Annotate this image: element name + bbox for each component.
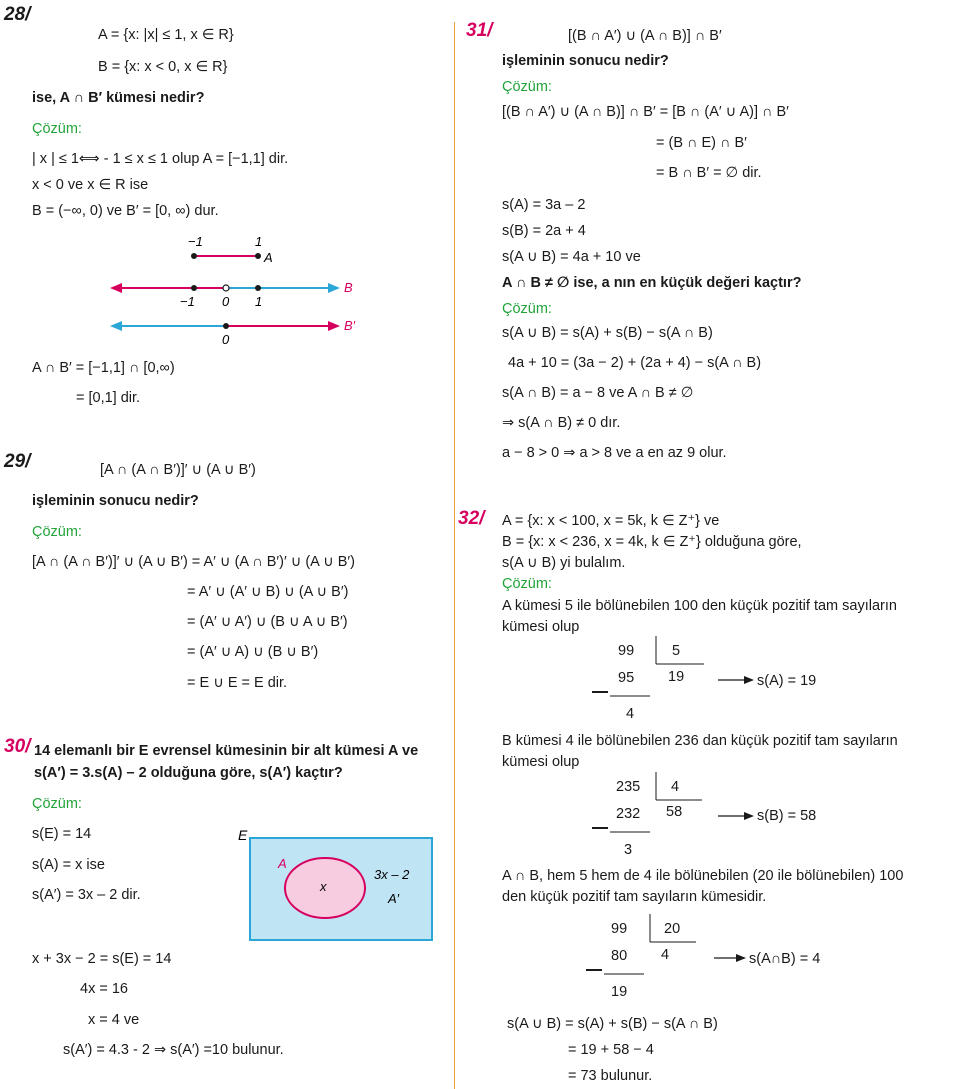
equation-30-line4: s(A′) = 4.3 - 2 ⇒ s(A′) =10 bulunur. bbox=[63, 1042, 284, 1058]
given-31-line2: s(B) = 2a + 4 bbox=[502, 223, 586, 239]
result-28-line1: A ∩ B′ = [−1,1] ∩ [0,∞) bbox=[32, 360, 175, 376]
question-29: işleminin sonucu nedir? bbox=[32, 493, 199, 509]
set-b-definition: B = {x: x < 0, x ∈ R} bbox=[98, 59, 228, 75]
final-32-line2: = 19 + 58 − 4 bbox=[568, 1042, 654, 1058]
label-a-1: 1 bbox=[255, 234, 263, 249]
solution-label-32: Çözüm: bbox=[502, 576, 552, 592]
arrow-left-icon bbox=[110, 321, 122, 331]
division-ab-divisor: 20 bbox=[664, 921, 681, 937]
arrow-right-icon bbox=[744, 812, 754, 820]
division-ab-product: 80 bbox=[611, 948, 628, 964]
problem-number-30: 30/ bbox=[4, 736, 31, 757]
division-a-product: 95 bbox=[618, 670, 635, 686]
venn-label-x: x bbox=[320, 879, 327, 894]
solution-label-28: Çözüm: bbox=[32, 121, 82, 137]
solution-label-31: Çözüm: bbox=[502, 79, 552, 95]
solution-31b-line3: s(A ∩ B) = a − 8 ve A ∩ B ≠ ∅ bbox=[502, 385, 694, 401]
division-a-quotient: 19 bbox=[668, 669, 685, 685]
set-b-text-line1: B kümesi 4 ile bölünebilen 236 dan küçük pozitif tam sayıların bbox=[502, 733, 898, 749]
problem-number-28: 28/ bbox=[4, 4, 31, 25]
division-b-divisor: 4 bbox=[671, 779, 680, 795]
point-b-0-open bbox=[223, 285, 229, 291]
arrow-left-icon bbox=[110, 283, 122, 293]
solution-31b-line2: 4a + 10 = (3a − 2) + (2a + 4) − s(A ∩ B) bbox=[508, 355, 762, 371]
division-a-remainder: 4 bbox=[626, 706, 635, 722]
set-a-text-line2: kümesi olup bbox=[502, 619, 580, 635]
division-a-lines bbox=[588, 636, 758, 706]
label-bprime-0: 0 bbox=[222, 332, 230, 347]
division-ab-dividend: 99 bbox=[611, 921, 628, 937]
point-a-start bbox=[191, 253, 197, 259]
given-31-line3: s(A ∪ B) = 4a + 10 ve bbox=[502, 249, 641, 265]
label-a-minus1: −1 bbox=[188, 234, 203, 249]
point-bprime-0 bbox=[223, 323, 229, 329]
division-b-result: s(B) = 58 bbox=[757, 808, 817, 824]
division-a-result: s(A) = 19 bbox=[757, 673, 817, 689]
division-b-lines bbox=[588, 772, 758, 842]
result-28-line2: = [0,1] dir. bbox=[76, 390, 141, 406]
division-b-dividend: 235 bbox=[616, 779, 641, 795]
question-30-line1: 14 elemanlı bir E evrensel kümesinin bir alt kümesi A ve bbox=[34, 743, 419, 759]
final-32-line3: = 73 bulunur. bbox=[568, 1068, 653, 1084]
solution-29-line3: = (A′ ∪ A′) ∪ (B ∪ A ∪ B′) bbox=[187, 614, 348, 630]
question-31b: A ∩ B ≠ ∅ ise, a nın en küçük değeri kaçtır? bbox=[502, 275, 802, 291]
division-a-dividend: 99 bbox=[618, 643, 635, 659]
solution-28-line3: B = (−∞, 0) ve B′ = [0, ∞) dur. bbox=[32, 203, 219, 219]
venn-label-a: A bbox=[278, 856, 287, 871]
venn-label-complement: A′ bbox=[388, 891, 400, 906]
division-b-remainder: 3 bbox=[624, 842, 633, 858]
set-a-def-32: A = {x: x < 100, x = 5k, k ∈ Z⁺} ve bbox=[502, 513, 720, 529]
solution-29-line5: = E ∪ E = E dir. bbox=[187, 675, 288, 691]
point-a-end bbox=[255, 253, 261, 259]
solution-31b-line4: ⇒ s(A ∩ B) ≠ 0 dır. bbox=[502, 415, 621, 431]
intersection-text-line1: A ∩ B, hem 5 hem de 4 ile bölünebilen (20 ile bölünebilen) 100 bbox=[502, 868, 904, 884]
solution-28-line1: | x | ≤ 1⟺ - 1 ≤ x ≤ 1 olup A = [−1,1] dir. bbox=[32, 151, 289, 167]
expression-31: [(B ∩ A′) ∪ (A ∩ B)] ∩ B′ bbox=[568, 28, 722, 44]
solution-30-line3: s(A′) = 3x – 2 dir. bbox=[32, 887, 141, 903]
label-b-1: 1 bbox=[255, 294, 263, 309]
solution-31b-line1: s(A ∪ B) = s(A) + s(B) − s(A ∩ B) bbox=[502, 325, 713, 341]
label-b: B bbox=[344, 280, 353, 295]
equation-30-line1: x + 3x − 2 = s(E) = 14 bbox=[32, 951, 172, 967]
arrow-right-icon bbox=[744, 676, 754, 684]
set-a-text-line1: A kümesi 5 ile bölünebilen 100 den küçük pozitif tam sayıların bbox=[502, 598, 897, 614]
number-line-diagram bbox=[100, 232, 370, 350]
solution-31-line2: = (B ∩ E) ∩ B′ bbox=[656, 135, 747, 151]
solution-30-line2: s(A) = x ise bbox=[32, 857, 105, 873]
solution-31-line3: = B ∩ B′ = ∅ dir. bbox=[656, 165, 762, 181]
question-28: ise, A ∩ B′ kümesi nedir? bbox=[32, 90, 205, 106]
label-b-minus1: −1 bbox=[180, 294, 195, 309]
solution-29-line4: = (A′ ∪ A) ∪ (B ∪ B′) bbox=[187, 644, 319, 660]
problem-number-32: 32/ bbox=[458, 508, 485, 529]
given-31-line1: s(A) = 3a – 2 bbox=[502, 197, 586, 213]
arrow-right-icon bbox=[328, 283, 340, 293]
question-32: s(A ∪ B) yi bulalım. bbox=[502, 555, 626, 571]
set-b-text-line2: kümesi olup bbox=[502, 754, 580, 770]
set-a-definition: A = {x: |x| ≤ 1, x ∈ R} bbox=[98, 27, 234, 43]
solution-label-31b: Çözüm: bbox=[502, 301, 552, 317]
venn-label-e: E bbox=[238, 827, 248, 843]
problem-number-29: 29/ bbox=[4, 451, 31, 472]
question-30-line2: s(A′) = 3.s(A) – 2 olduğuna göre, s(A′) kaçtır? bbox=[34, 765, 343, 781]
label-a: A bbox=[264, 250, 273, 265]
label-bprime: B′ bbox=[344, 318, 356, 333]
division-ab-remainder: 19 bbox=[611, 984, 628, 1000]
arrow-right-icon bbox=[328, 321, 340, 331]
venn-label-complement-count: 3x – 2 bbox=[374, 867, 410, 882]
division-ab-result: s(A∩B) = 4 bbox=[749, 951, 821, 967]
intersection-text-line2: den küçük pozitif tam sayıların kümesidir. bbox=[502, 889, 767, 905]
solution-30-line1: s(E) = 14 bbox=[32, 826, 92, 842]
solution-28-line2: x < 0 ve x ∈ R ise bbox=[32, 177, 149, 193]
question-31: işleminin sonucu nedir? bbox=[502, 53, 669, 69]
division-b-product: 232 bbox=[616, 806, 641, 822]
label-b-0: 0 bbox=[222, 294, 230, 309]
solution-label-29: Çözüm: bbox=[32, 524, 82, 540]
arrow-right-icon bbox=[736, 954, 746, 962]
point-b-1 bbox=[255, 285, 261, 291]
solution-29-line2: = A′ ∪ (A′ ∪ B) ∪ (A ∪ B′) bbox=[187, 584, 349, 600]
problem-number-31: 31/ bbox=[466, 20, 493, 41]
equation-30-line2: 4x = 16 bbox=[80, 981, 128, 997]
solution-label-30: Çözüm: bbox=[32, 796, 82, 812]
division-ab-quotient: 4 bbox=[661, 947, 670, 963]
division-b-quotient: 58 bbox=[666, 804, 683, 820]
column-divider bbox=[454, 22, 455, 1089]
solution-29-line1: [A ∩ (A ∩ B′)]′ ∪ (A ∪ B′) = A′ ∪ (A ∩ B′)′ ∪ (A ∪ B′) bbox=[32, 554, 355, 570]
final-32-line1: s(A ∪ B) = s(A) + s(B) − s(A ∩ B) bbox=[507, 1016, 718, 1032]
division-ab-lines bbox=[582, 914, 752, 984]
venn-diagram bbox=[234, 826, 436, 944]
division-a-divisor: 5 bbox=[672, 643, 681, 659]
solution-31-line1: [(B ∩ A′) ∪ (A ∩ B)] ∩ B′ = [B ∩ (A′ ∪ A)] ∩ B′ bbox=[502, 104, 789, 120]
solution-31b-line5: a − 8 > 0 ⇒ a > 8 ve a en az 9 olur. bbox=[502, 445, 727, 461]
expression-29: [A ∩ (A ∩ B′)]′ ∪ (A ∪ B′) bbox=[100, 462, 256, 478]
point-b-minus1 bbox=[191, 285, 197, 291]
set-b-def-32: B = {x: x < 236, x = 4k, k ∈ Z⁺} olduğuna göre, bbox=[502, 534, 802, 550]
equation-30-line3: x = 4 ve bbox=[88, 1012, 140, 1028]
